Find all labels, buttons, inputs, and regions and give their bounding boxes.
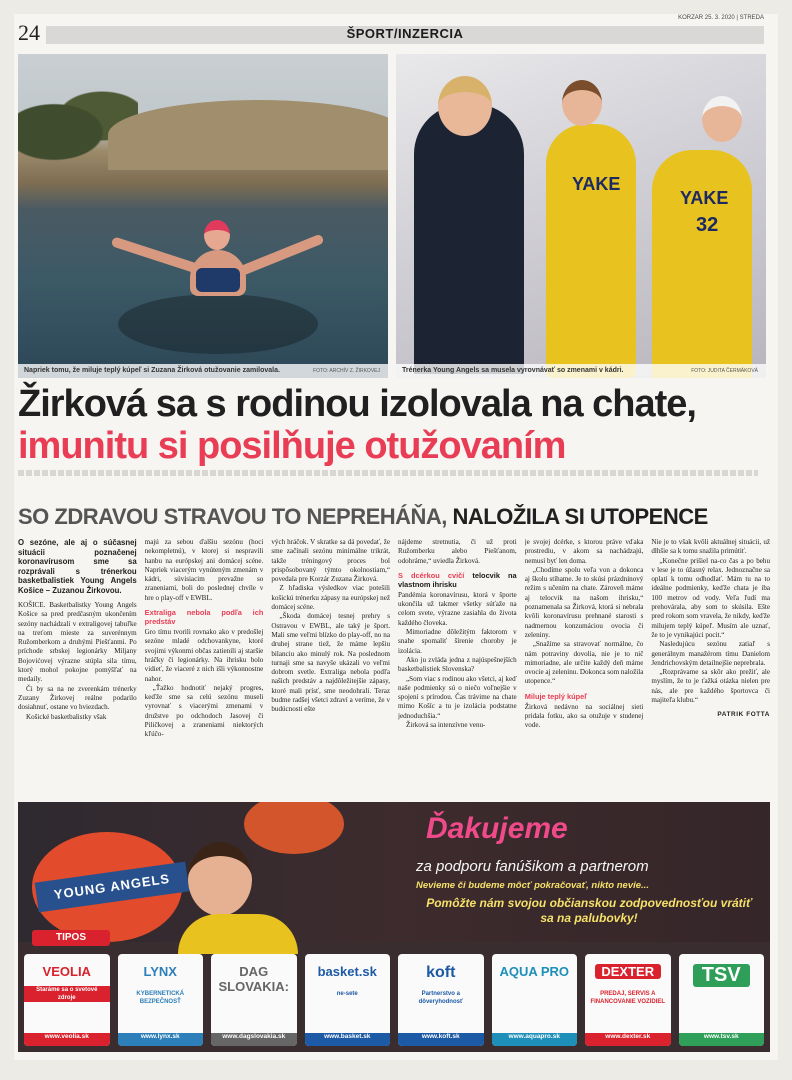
article-paragraph: KOŠICE. Basketbalistky Young Angels Košice sa pred predčasným ukončením sezóny nachádzali v extraligovej tabuľke na treťom mieste za suverénnym Ružomberkom a druhými Piešťanmi. Po príchode srbskej legionárky Miljany Bojovićovej výrazne stúpla sila tímu, ktorý mohol pokojne pomýšľať na medaily.: [18, 601, 137, 684]
young-angels-logo-text: YOUNG ANGELS: [35, 862, 190, 913]
photo-water-reflection: [118, 294, 318, 354]
article-paragraph: „Konečne prišiel na-co čas a po behu v lese je to úžasný relax. Jednoznačne sa oplatí k tomu odhodlať. Mám tu na to ideálne podmienky, keďže chata je iba 100 metrov od vody. Veľa ľudí ma prehovárala, aby som to skúsila. Ešte pred rokom som vravela, že nikdy, keďže milujem teplý kúpeľ. Musím ale uznať, že to je vynikajúci pocit.“: [651, 556, 771, 639]
article-paragraph: vých hráčok. V skratke sa dá povedať, že sme začínali sezónu minimálne trikrát, takže tréningový proces bol prispôsobovaný týmto okolnostiam,“ povedala pre Korzár Zuzana Žirková.: [271, 538, 391, 584]
sponsor-tagline: PREDAJ, SERVIS A FINANCOVANIE VOZIDIEL: [590, 991, 666, 1005]
sponsor-logo: DAG SLOVAKIA:: [218, 964, 290, 994]
headline-rule: [18, 470, 758, 476]
sponsor-url[interactable]: www.aquapro.sk: [492, 1033, 578, 1046]
ad-support-line: za podporu fanúšikom a partnerom: [416, 858, 649, 875]
section-header-bar: [46, 26, 764, 44]
article-paragraph: Žirková sa intenzívne venu-: [406, 721, 486, 730]
article-paragraph: Gro tímu tvorili rovnako ako v predošlej sezóne mladé odchovankyne, ktoré svojimi výkonmi občas zatienili aj staršie hráčky či legionárky. Na ihrisku bolo vidieť, že viaceré z nich išli výkonnostne nahor.: [144, 628, 264, 683]
ad-thanks-title: Ďakujeme: [426, 812, 568, 845]
article-body: [18, 538, 770, 792]
jersey-text-1: YAKE: [572, 174, 621, 194]
newspaper-page: [14, 14, 778, 1060]
jersey-number: 32: [696, 214, 719, 236]
photo-coach-figure: [414, 104, 524, 374]
ad-appeal-line: Pomôžte nám svojou občianskou zodpovednosťou vrátiť sa na palubovky!: [426, 896, 752, 925]
sponsor-url[interactable]: www.basket.sk: [305, 1033, 391, 1046]
sponsor-logo: koft: [426, 964, 456, 981]
ad-unknown-line: Nevieme či budeme môcť pokračovať, nikto nevie...: [416, 880, 649, 891]
article-paragraph: nájdeme stretnutia, či už proti Ružomberku alebo Piešťanom, odohráme,“ uviedla Žirková.: [398, 538, 517, 565]
sponsor-url[interactable]: www.tsv.sk: [679, 1033, 765, 1046]
sponsor-tsv: [679, 954, 765, 1046]
page-number: 24: [18, 20, 40, 45]
sponsor-veolia: [24, 954, 110, 1046]
sponsor-tagline: Partnerstvo a dôveryhodnosť: [418, 991, 463, 1005]
article-paragraph: Žirková nedávno na sociálnej sieti pridala fotku, ako sa otužuje v studenej vode.: [524, 702, 644, 730]
article-crosshead-text: Miluje teplý kúpeľ: [524, 691, 588, 701]
article-column-6: [651, 538, 770, 792]
article-column-5: [525, 538, 644, 792]
tipos-logo: TIPOS: [32, 930, 110, 946]
article-paragraph: Mimoriadne dôležitým faktorom v snahe spomaliť šírenie choroby je izolácia.: [398, 628, 517, 655]
swimmer-head: [204, 220, 230, 250]
sponsor-logo: TSV: [693, 964, 751, 987]
dateline: KORZÁR 25. 3. 2020 | STREDA: [678, 15, 764, 21]
article-author: PATRIK FOTTA: [717, 711, 771, 719]
article-paragraph: „Rozprávame sa skôr ako prežiť, ale myslím, že to je ťažká otázka nielen pre nás, ale pre každého športovca či majiteľa klubu.“: [651, 668, 771, 705]
photo-hill: [108, 100, 388, 170]
photo-player-1-head: [562, 80, 602, 126]
article-paragraph: „Chodíme spolu veľa von a dokonca aj školu stíhame. Je to skúsi prázdninový režim s učením na chate. Zároveň máme aj telocvik na našom ihrisku,“ poznamenala sa Žirková, ktorá si nebrala kvôli koronavírusu prehnané starosti s nadmernou konzumáciou ovocia či zeleniny.: [524, 565, 644, 639]
article-paragraph: Nie je to však kvôli aktuálnej situácii, už dlhšie sa k tomu snažila primútiť.: [651, 538, 771, 556]
sponsor-url[interactable]: www.dagslovakia.sk: [211, 1033, 297, 1046]
sponsor-logo: VEOLIA: [42, 964, 91, 979]
photo-coach-head: [438, 76, 492, 136]
sponsor-url[interactable]: www.lynx.sk: [118, 1033, 204, 1046]
sponsor-basket: [305, 954, 391, 1046]
article-column-2: [145, 538, 264, 792]
jersey-text-2: YAKE: [680, 188, 729, 208]
swimmer-suit: [196, 268, 240, 292]
subheadline: [18, 504, 770, 530]
article-paragraph: Nasledujúcu sezónu zatiaľ s generálnym manažérom tímu Danielom Jendrichovským detailnejšie neprebrala.: [651, 640, 771, 667]
sponsor-lynx: [118, 954, 204, 1046]
advertisement: [18, 802, 770, 1052]
article-crosshead-text: Extraliga nebola podľa ich predstáv: [144, 608, 264, 627]
article-crosshead: [145, 608, 264, 626]
article-paragraph: „Som viac s rodinou ako všetci, aj keď naše podmienky sú o niečo voľnejšie v spojení s prírodou. Čas trávime na chate mimo Košíc a tu je izolácia podstatne jednoduchšia.“: [398, 674, 517, 720]
sponsor-logo: DEXTER: [595, 964, 661, 979]
article-paragraph: je svojej dcérke, s ktorou práve vďaka prostrediu, v akom sa nachádzajú, nemusí byť len doma.: [524, 538, 644, 565]
sponsor-tagline: KYBERNETICKÁ BEZPEČNOSŤ: [136, 991, 185, 1005]
swimmer-left-arm: [111, 236, 200, 273]
photo-player-2: [652, 150, 752, 378]
sponsor-dag: [211, 954, 297, 1046]
sponsor-row: [24, 954, 764, 1046]
photo-left-caption-text: Napriek tomu, že miluje teplý kúpeľ si Zuzana Žirková otužovanie zamilovala.: [24, 367, 280, 374]
article-paragraph: „Ťažko hodnotiť nejaký progres, keďže sme sa celú sezónu museli vyrovnať s viacerými zmenami v družstve po odchodoch Jasovej či Piličkovej a zraneniami niektorých kľúčo-: [144, 683, 264, 739]
subheadline-dark: NALOŽILA SI UTOPENCE: [446, 504, 708, 529]
photo-right-credit: FOTO: JUDITA ČERMÁKOVÁ: [691, 368, 758, 374]
article-paragraph: Košické basketbalistky však: [26, 712, 107, 721]
sponsor-tagline: ne-sete: [336, 991, 358, 997]
photo-right-caption: [396, 364, 766, 378]
article-paragraph: „Škoda domácej tesnej prehry s Ostravou v EWBL, ale taký je šport. Mali sme veľmi blízko do play-off, no na druhej strane tiež, že máme lepšiu bilanciu ako minulý rok. Na poslednom turnaji sme sa navyše ukázali vo veľmi dobrom svetle. Extraliga nebola podľa našich predstáv a najdôležitejšie zápasy, ktoré mali prísť, sme neodohrali. Teraz budme radšej všetci zdraví a veríme, že v budúcnosti ešte: [271, 612, 391, 714]
ad-player-head: [188, 842, 252, 916]
article-paragraph: Z hľadiska výsledkov viac potešili košickú trénerku zápasy na európskej než domácej scéne.: [271, 584, 391, 612]
article-crosshead: [525, 692, 644, 701]
article-column-1: [18, 538, 137, 792]
swimmer-right-arm: [237, 234, 324, 277]
article-paragraph: Pandémia koronavírusu, ktorá v športe ukončila už takmer všetky súťaže na celom svete, výrazne zasiahla do života každého človeka.: [398, 590, 517, 627]
photo-coach: [396, 54, 766, 378]
article-paragraph: majú za sebou ďalšiu sezónu (hoci nekompletnú), v ktorej si nespravili hanbu na európskej ani domácej scéne. Napriek viacerým vynúteným zmenám v kádri, súvisiacim prevažne so zraneniami, boli do poslednej chvíle v hre o play-off v EWBL.: [144, 538, 264, 602]
article-paragraph: Ako ju zvláda jedna z najúspešnejších basketbalistiek Slovenska?: [398, 655, 517, 674]
subheadline-grey: SO ZDRAVOU STRAVOU TO NEPREHÁŇA,: [18, 504, 447, 529]
photo-right-caption-text: Trénerka Young Angels sa musela vyrovnávať so zmenami v kádri.: [402, 367, 624, 374]
article-paragraph: Či by sa na ne zverenkám trénerky Zuzany Žirkovej reálne podarilo dosiahnuť, ostane vo hviezdach.: [18, 684, 137, 712]
sponsor-aquapro: [492, 954, 578, 1046]
sponsor-url[interactable]: www.veolia.sk: [24, 1033, 110, 1046]
sponsor-logo: LYNX: [143, 964, 177, 979]
sponsor-url[interactable]: www.dexter.sk: [585, 1033, 671, 1046]
headline-line-1: Žirková sa s rodinou izolovala na chate,: [18, 383, 696, 425]
photo-left-credit: FOTO: ARCHÍV Z. ŽIRKOVEJ: [313, 368, 380, 374]
article-paragraph: „Snažíme sa stravovať normálne, čo nám potraviny dovolia, nie je to nič mimoriadne, ale určite každý deň máme ovocie aj zeleninu. Dokonca som naložila utopence.“: [524, 640, 644, 686]
sponsor-url[interactable]: www.koft.sk: [398, 1033, 484, 1046]
sponsor-tagline: Staráme sa o svetové zdroje: [24, 986, 110, 1002]
article-column-3: [271, 538, 390, 792]
photo-swimming: [18, 54, 388, 378]
sponsor-koft: [398, 954, 484, 1046]
article-lead: O sezóne, ale aj o súčasnej situácii poznačenej koronavírusom sme sa rozprávali s trénerkou basketbalistiek Young Angels Košice – Zuzanou Žirkovou.: [18, 538, 137, 595]
photo-left-caption: [18, 364, 388, 378]
ad-player-body: [178, 914, 298, 954]
sponsor-dexter: [585, 954, 671, 1046]
article-crosshead-red: S dcérkou cvičí: [398, 570, 465, 580]
article-crosshead: [398, 571, 517, 589]
article-crosshead-rest: telocvik na vlastnom ihrisku: [398, 570, 517, 589]
article-column-4: [398, 538, 517, 792]
section-title: ŠPORT/INZERCIA: [346, 26, 464, 41]
headline-line-2: imunitu si posilňuje otužovaním: [18, 425, 566, 467]
sponsor-logo: basket.sk: [317, 964, 377, 979]
photo-player-2-head: [702, 96, 742, 142]
photo-player-1: [546, 124, 636, 378]
sponsor-logo: AQUA PRO: [499, 964, 570, 979]
